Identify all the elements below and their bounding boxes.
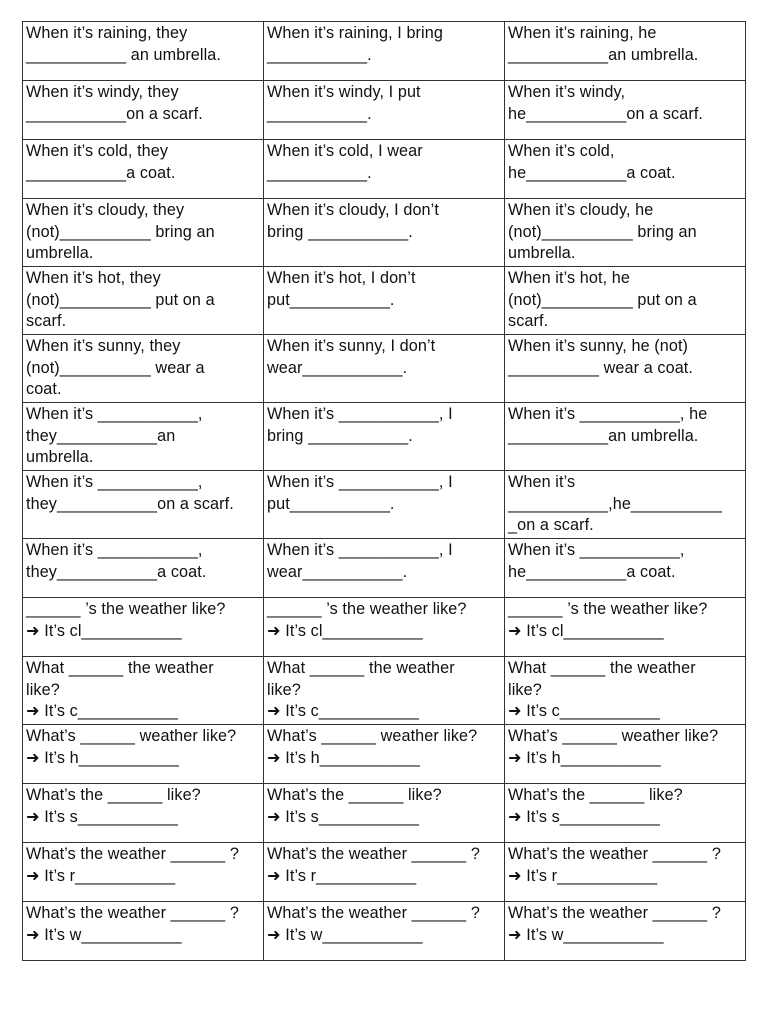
exercise-line: ___________. (267, 45, 372, 64)
exercise-cell (264, 784, 505, 843)
exercise-line: When it’s windy, they (26, 83, 179, 101)
exercise-line: (not)__________ wear a (26, 358, 205, 377)
exercise-cell (23, 199, 264, 267)
exercise-cell (505, 81, 746, 140)
exercise-cell (23, 598, 264, 657)
table-row (23, 657, 746, 725)
exercise-line: When it’s windy, I put (267, 83, 421, 101)
exercise-line: When it’s cold, they (26, 142, 169, 160)
exercise-cell (505, 22, 746, 81)
exercise-line: like? (508, 680, 542, 699)
exercise-line: When it’s ___________, (26, 405, 203, 423)
exercise-line: ➜ It’s c___________ (26, 702, 178, 720)
exercise-line: When it’s cold, (508, 142, 615, 160)
table-row (23, 81, 746, 140)
exercise-cell (264, 335, 505, 403)
table-row (23, 267, 746, 335)
exercise-cell (264, 657, 505, 725)
exercise-line: ➜ It’s w___________ (267, 925, 423, 944)
exercise-line: (not)__________ put on a (508, 290, 697, 309)
table-row (23, 843, 746, 902)
exercise-line: ➜ It’s s___________ (26, 807, 178, 826)
exercise-cell (505, 471, 746, 539)
table-row (23, 902, 746, 961)
exercise-line: ______ ’s the weather like? (26, 600, 226, 618)
exercise-line: What ______ the weather (508, 659, 696, 677)
exercise-line: ______ ’s the weather like? (267, 600, 467, 618)
table-row (23, 471, 746, 539)
exercise-line: ___________an umbrella. (508, 426, 699, 445)
exercise-line: When it’s ___________, I (267, 541, 453, 559)
exercise-line: ___________,he__________ (508, 494, 722, 513)
table-row (23, 539, 746, 598)
exercise-line: they___________on a scarf. (26, 494, 234, 513)
exercise-line: What’s ______ weather like? (26, 727, 237, 745)
exercise-line: ___________an umbrella. (508, 45, 699, 64)
exercise-line: umbrella. (26, 244, 94, 262)
exercise-line: put___________. (267, 290, 395, 309)
exercise-line: What ______ the weather (26, 659, 214, 677)
table-row (23, 784, 746, 843)
exercise-line: When it’s cloudy, he (508, 201, 654, 219)
exercise-line: he___________a coat. (508, 562, 676, 581)
exercise-cell (23, 657, 264, 725)
exercise-line: ➜ It’s c___________ (267, 702, 419, 720)
exercise-line: like? (26, 680, 60, 699)
exercise-line: (not)__________ bring an (26, 222, 215, 241)
exercise-cell (264, 22, 505, 81)
exercise-line: (not)__________ put on a (26, 290, 215, 309)
exercise-line: bring ___________. (267, 426, 413, 445)
exercise-line: __________ wear a coat. (508, 358, 694, 377)
exercise-line: he___________on a scarf. (508, 104, 704, 123)
exercise-line: When it’s ___________, he (508, 405, 708, 423)
exercise-cell (505, 598, 746, 657)
exercise-line: When it’s raining, I bring (267, 24, 443, 42)
exercise-line: When it’s cloudy, they (26, 201, 185, 219)
exercise-cell (23, 267, 264, 335)
table-row (23, 140, 746, 199)
exercise-line: When it’s hot, I don’t (267, 269, 416, 287)
exercise-cell (505, 403, 746, 471)
exercise-line: When it’s ___________, (508, 541, 685, 559)
exercise-line: ___________on a scarf. (26, 104, 203, 123)
exercise-line: ➜ It’s w___________ (26, 925, 182, 944)
exercise-line: ➜ It’s r___________ (267, 866, 417, 885)
exercise-line: ➜ It’s cl___________ (26, 621, 182, 640)
exercise-line: When it’s cloudy, I don’t (267, 201, 439, 219)
exercise-cell (264, 267, 505, 335)
exercise-line: wear___________. (267, 562, 408, 581)
exercise-line: ➜ It’s s___________ (267, 807, 419, 826)
exercise-line: they___________an (26, 426, 176, 445)
worksheet (22, 21, 745, 961)
exercise-line: What’s the weather ______ ? (267, 845, 480, 863)
exercise-line: When it’s sunny, he (not) (508, 337, 689, 355)
exercise-table-body (23, 22, 746, 961)
exercise-cell (264, 403, 505, 471)
exercise-line: scarf. (508, 312, 549, 330)
exercise-line: When it’s hot, they (26, 269, 161, 287)
table-row (23, 199, 746, 267)
exercise-line: ➜ It’s s___________ (508, 807, 660, 826)
exercise-cell (23, 843, 264, 902)
exercise-cell (264, 902, 505, 961)
exercise-cell (505, 539, 746, 598)
exercise-line: scarf. (26, 312, 67, 330)
exercise-cell (264, 598, 505, 657)
exercise-cell (505, 199, 746, 267)
exercise-line: What’s ______ weather like? (267, 727, 478, 745)
exercise-line: wear___________. (267, 358, 408, 377)
exercise-cell (505, 657, 746, 725)
exercise-line: (not)__________ bring an (508, 222, 697, 241)
exercise-line: ➜ It’s h___________ (508, 748, 661, 767)
exercise-cell (505, 725, 746, 784)
table-row (23, 598, 746, 657)
exercise-line: ➜ It’s r___________ (26, 866, 176, 885)
exercise-table (22, 21, 746, 961)
exercise-line: When it’s sunny, I don’t (267, 337, 436, 355)
exercise-line: When it’s (508, 473, 576, 491)
exercise-cell (23, 403, 264, 471)
exercise-cell (23, 335, 264, 403)
exercise-line: ➜ It’s cl___________ (508, 621, 664, 640)
exercise-line: When it’s hot, he (508, 269, 630, 287)
exercise-line: When it’s raining, he (508, 24, 657, 42)
exercise-cell (23, 539, 264, 598)
exercise-cell (505, 335, 746, 403)
exercise-cell (264, 81, 505, 140)
exercise-line: ➜ It’s r___________ (508, 866, 658, 885)
exercise-line: When it’s ___________, (26, 473, 203, 491)
exercise-line: When it’s ___________, I (267, 405, 453, 423)
exercise-line: When it’s ___________, I (267, 473, 453, 491)
exercise-line: bring ___________. (267, 222, 413, 241)
exercise-line: What’s the ______ like? (508, 786, 683, 804)
exercise-line: When it’s raining, they (26, 24, 188, 42)
table-row (23, 403, 746, 471)
exercise-cell (264, 539, 505, 598)
exercise-line: coat. (26, 380, 62, 398)
exercise-line: What’s the weather ______ ? (508, 904, 721, 922)
exercise-line: _on a scarf. (508, 516, 594, 534)
exercise-cell (264, 140, 505, 199)
exercise-cell (505, 843, 746, 902)
exercise-line: What’s the ______ like? (267, 786, 442, 804)
exercise-line: ___________. (267, 163, 372, 182)
exercise-line: umbrella. (26, 448, 94, 466)
exercise-line: ______ ’s the weather like? (508, 600, 708, 618)
exercise-line: What’s the weather ______ ? (508, 845, 721, 863)
exercise-line: ➜ It’s h___________ (267, 748, 420, 767)
exercise-cell (23, 902, 264, 961)
exercise-cell (264, 471, 505, 539)
exercise-line: What ______ the weather (267, 659, 455, 677)
exercise-cell (264, 199, 505, 267)
exercise-line: ___________ an umbrella. (26, 45, 222, 64)
exercise-line: ➜ It’s cl___________ (267, 621, 423, 640)
exercise-cell (23, 784, 264, 843)
table-row (23, 22, 746, 81)
exercise-cell (23, 471, 264, 539)
exercise-line: umbrella. (508, 244, 576, 262)
exercise-line: ___________. (267, 104, 372, 123)
exercise-line: When it’s cold, I wear (267, 142, 423, 160)
exercise-cell (505, 902, 746, 961)
table-row (23, 725, 746, 784)
exercise-cell (505, 267, 746, 335)
exercise-line: What’s the weather ______ ? (26, 904, 239, 922)
exercise-cell (264, 725, 505, 784)
exercise-line: ___________a coat. (26, 163, 176, 182)
exercise-line: What’s the ______ like? (26, 786, 201, 804)
exercise-cell (23, 22, 264, 81)
exercise-line: When it’s sunny, they (26, 337, 181, 355)
exercise-line: they___________a coat. (26, 562, 207, 581)
exercise-cell (505, 784, 746, 843)
exercise-line: ➜ It’s h___________ (26, 748, 179, 767)
exercise-line: What’s ______ weather like? (508, 727, 719, 745)
exercise-line: ➜ It’s w___________ (508, 925, 664, 944)
exercise-line: like? (267, 680, 301, 699)
exercise-cell (23, 81, 264, 140)
exercise-line: put___________. (267, 494, 395, 513)
table-row (23, 335, 746, 403)
exercise-cell (23, 725, 264, 784)
exercise-cell (505, 140, 746, 199)
exercise-line: he___________a coat. (508, 163, 676, 182)
exercise-cell (23, 140, 264, 199)
exercise-line: ➜ It’s c___________ (508, 702, 660, 720)
exercise-line: What’s the weather ______ ? (267, 904, 480, 922)
exercise-line: When it’s ___________, (26, 541, 203, 559)
exercise-line: When it’s windy, (508, 83, 626, 101)
exercise-cell (264, 843, 505, 902)
exercise-line: What’s the weather ______ ? (26, 845, 239, 863)
